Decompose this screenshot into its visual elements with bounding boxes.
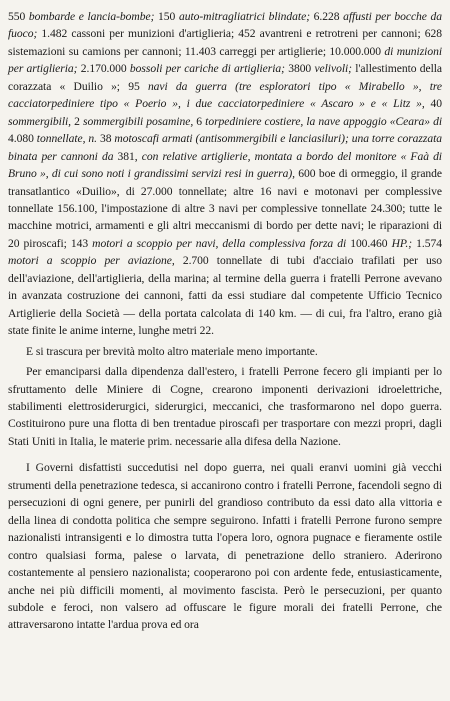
paragraph-postwar-governments	[8, 459, 442, 634]
text-run: 1.482 cassoni per munizioni d'artiglieria; 452 avantreni e retrotreni per cannoni; 628 sistemazioni su camions per cannoni; 11.403 carreggi per artiglierie; 10.000.000	[8, 27, 442, 58]
text-run: 40	[424, 97, 442, 111]
text-run: 38	[97, 132, 115, 146]
italic-text-run: motoscafi armati (antisommergibili e lanciasiluri); una torre corazzata binata per cannoni da	[8, 132, 443, 163]
italic-text-run: HP.;	[391, 236, 413, 250]
text-run: 381,	[113, 149, 142, 163]
italic-text-run: sommergibili posamine,	[83, 114, 194, 128]
italic-text-run: bombarde e lancia-bombe;	[28, 10, 155, 23]
italic-text-run: bossoli per cariche di artiglieria;	[129, 62, 285, 76]
text-run: 3800	[284, 62, 315, 76]
italic-text-run: di munizioni per artiglieria;	[8, 44, 442, 76]
text-run: E si trascura per brevità molto altro materiale meno importante.	[26, 344, 318, 358]
italic-text-run: affusti per bocche da fuoco;	[8, 10, 443, 41]
text-run: 150	[154, 10, 179, 23]
italic-text-run: torpediniere costiere, la nave appoggio «Ceara» di	[205, 114, 442, 128]
text-run: 6	[193, 114, 206, 128]
text-run: I Governi disfattisti succedutisi nel dopo guerra, nei quali eranvi uomini già vecchi strumenti della penetrazione tedesca, si accanirono contro i fratelli Perrone, facendoli segno di persecuzioni di ogni genere, per punirli del grandioso contributo da essi dato alla vittoria e della linea di condotta politica che sempre seguirono. Infatti i fratelli Perrone furono sempre nazionalisti intransigenti e lo dimostra tutta l'opera loro, ognora pugnace e fieramente ostile contro qualsiasi forma, palese o larvata, di penetrazione dello straniero. Aderirono costantemente al pensiero nazionalista; cooperarono poi con ardente fede, entusiasticamente, anche nei più difficili momenti, al movimento fascista. Però le persecuzioni, per quanto subdole e feroci, non valsero ad offuscare le figure morali dei fratelli Perrone, che attraversarono intatte l'ardua prova ed ora	[8, 461, 442, 632]
text-run: 6.228	[310, 10, 344, 23]
text-run: 2.700 tonnellate di tubi d'acciaio trafilati per uso dell'aviazione, dell'artiglieria, della marina; al termine della guerra i fratelli Perrone avevano in avanzata costruzione dei cannoni, fatti da essi studiare dal competente Ufficio Tecnico Artiglierie della Società — della portata calcolata di 140 km. — di cui, fra l'altro, erano già state finite le anime interne, lunghe metri 22.	[8, 254, 442, 338]
text-run: Per emanciparsi dalla dipendenza dall'estero, i fratelli Perrone fecero gli impianti per lo sfruttamento delle Miniere di Cogne, crearono imponenti derivazioni idroelettriche, stabilimenti elettrosiderurgici, siderurgici, meccanici, che trasformarono nel dopo guerra. Costituirono pure una flotta di ben trentadue piroscafi per trasportare con mezzi propri, dagli Stati Uniti in Italia, le materie prim. necessarie alla difesa della Nazione.	[8, 365, 442, 448]
italic-text-run: tonnellate, n.	[36, 132, 98, 146]
text-run: 1.574	[412, 236, 442, 250]
paragraph-production-list	[8, 8, 442, 340]
italic-text-run: motori a scoppio per aviazione,	[8, 254, 175, 268]
text-run: 100.460	[346, 236, 392, 250]
text-run: 2.170.000	[77, 62, 130, 76]
text-run: 4.080	[8, 132, 37, 146]
italic-text-run: velivoli;	[314, 62, 352, 76]
italic-text-run: con relative artiglierie, montata a bordo del monitore « Faà di Bruno », di cui sono noti i grandissimi servizi resi in guerra),	[8, 149, 442, 181]
text-run: 600 boe di ormeggio, il grande transatlantico «Duilio», di 27.000 tonnellate; altre 16 navi e motonavi per complessive tonnellate 156.100, l'impostazione di altre 3 navi per complessive tonnellate 24.300; tutte le macchine motrici, armamenti e gli altri meccanismi di bordo per dette navi; le riparazioni di 20 piroscafi; 143	[8, 167, 443, 250]
paragraph-emancipation	[8, 363, 442, 450]
text-run: l'allestimento della corazzata « Duilio »; 95	[8, 62, 443, 93]
italic-text-run: auto-mitragliatrici blindate;	[178, 10, 311, 23]
text-run: 2	[71, 114, 83, 128]
text-run: 550	[8, 10, 29, 23]
italic-text-run: motori a scoppio per navi, della complessiva forza di	[92, 236, 347, 250]
italic-text-run: navi da guerra (tre esploratori tipo « Mirabello », tre cacciatorpediniere tipo « Poerio », i due cacciatorpediniere « Ascaro » e « Litz »,	[8, 79, 442, 111]
italic-text-run: sommergibili,	[8, 114, 72, 128]
paragraph-other-material	[8, 343, 442, 360]
